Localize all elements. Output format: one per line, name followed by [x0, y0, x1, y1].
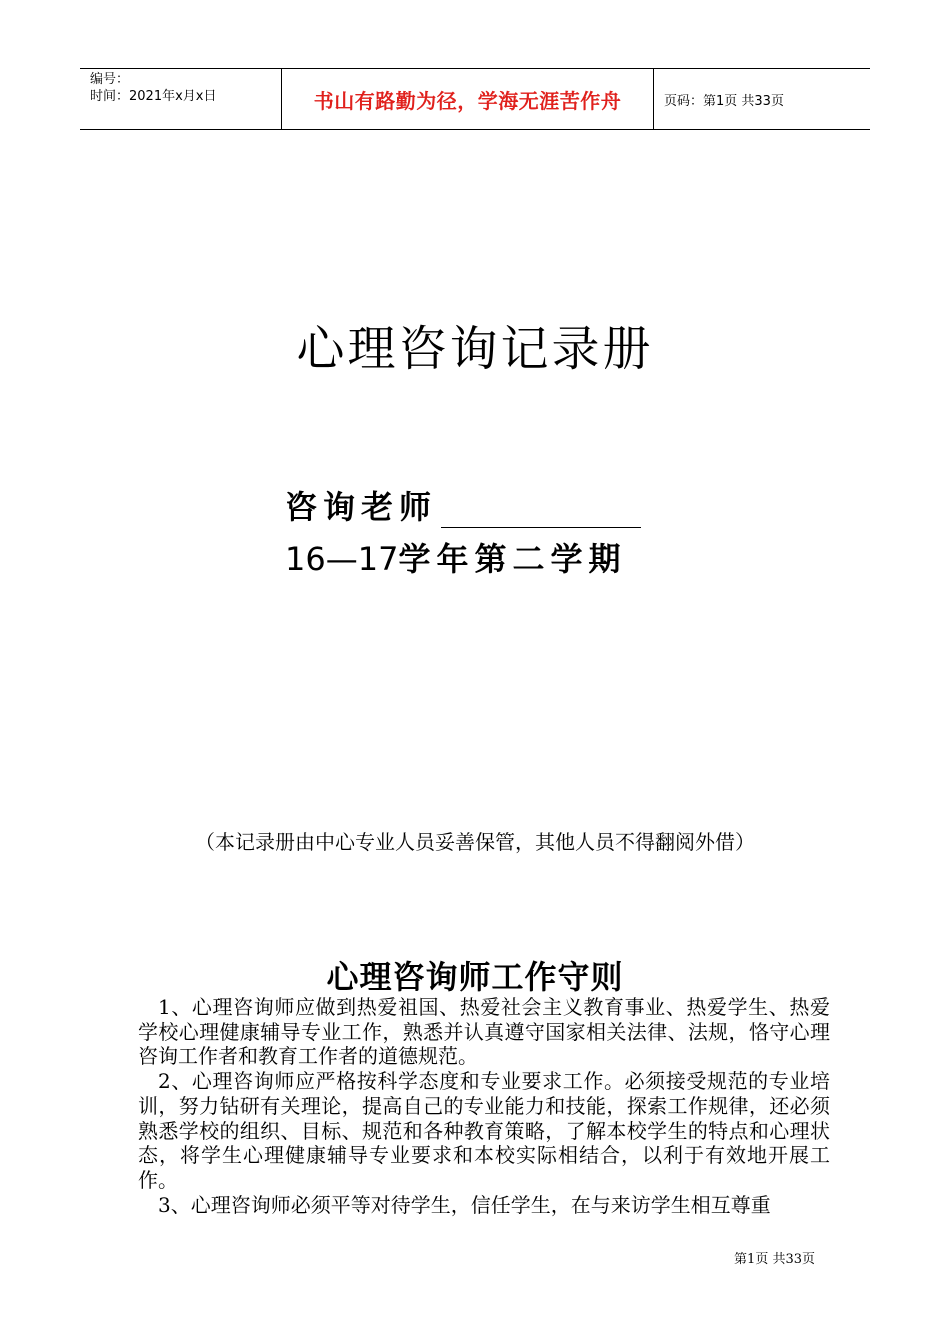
teacher-label: 咨询老师: [285, 488, 438, 526]
header-meta: [80, 69, 282, 129]
rule-paragraph-3: 3、心理咨询师必须平等对待学生，信任学生，在与来访学生相互尊重: [158, 1192, 771, 1217]
rule-paragraph-1: 1、心理咨询师应做到热爱祖国、热爱社会主义教育事业、热爱学生、热爱学校心理健康辅导专业工作，熟悉并认真遵守国家相关法律、法规，恪守心理咨询工作者和教育工作者的道德规范。: [138, 995, 830, 1069]
custody-notice: （本记录册由中心专业人员妥善保管，其他人员不得翻阅外借）: [195, 830, 755, 854]
term-line: [285, 534, 626, 580]
cover-title: 心理咨询记录册: [296, 321, 654, 377]
rules-title: 心理咨询师工作守则: [326, 958, 624, 996]
page-footer: 第1页 共33页: [734, 1252, 815, 1267]
number-label: 编号：: [90, 72, 130, 87]
teacher-line: [285, 482, 641, 528]
time-label: 时间：2021年x月x日: [90, 89, 217, 104]
rule-paragraph-2: 2、心理咨询师应严格按科学态度和专业要求工作。必须接受规范的专业培训，努力钻研有关理论，提高自己的专业能力和技能，探索工作规律，还必须熟悉学校的组织、目标、规范和各种教育策略，了解本校学生的特点和心理状态，将学生心理健康辅导专业要求和本校实际相结合，以利于有效地开展工作。: [138, 1069, 830, 1192]
term-text: 学年第二学期: [398, 540, 627, 578]
rules-body: [138, 995, 830, 1217]
header-motto: 书山有路勤为径，学海无涯苦作舟: [282, 69, 654, 129]
page-header: [80, 68, 870, 130]
header-page-code: 页码：第1页 共33页: [664, 93, 784, 109]
teacher-blank-field: [441, 493, 641, 528]
term-years: 16—17: [285, 540, 399, 578]
